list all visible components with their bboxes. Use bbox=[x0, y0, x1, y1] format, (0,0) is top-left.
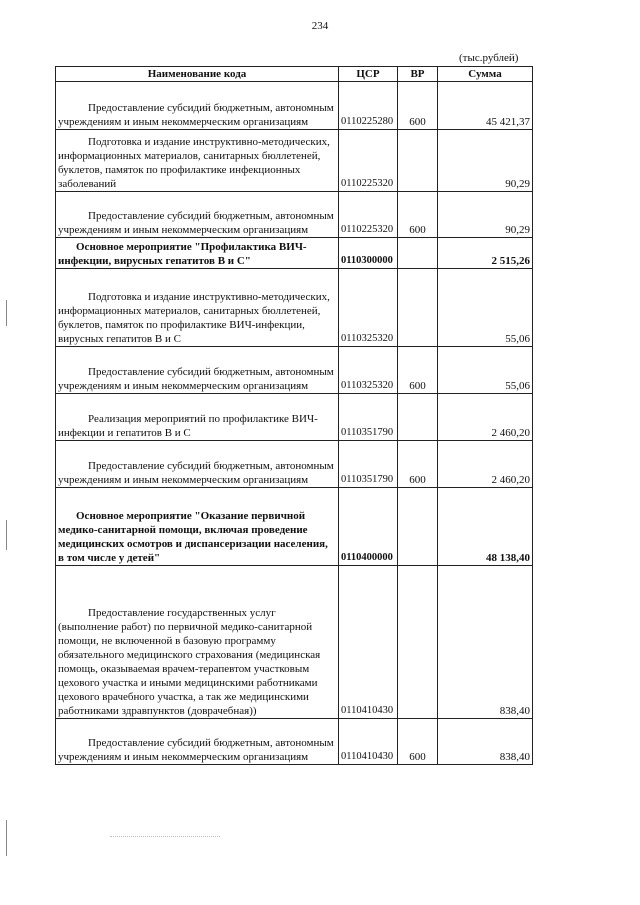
header-vr: ВР bbox=[398, 67, 438, 82]
row-csr: 0110225320 bbox=[339, 130, 398, 192]
table-header-row bbox=[56, 67, 533, 82]
row-vr bbox=[398, 238, 438, 269]
scan-margin-mark bbox=[6, 820, 7, 856]
row-vr bbox=[398, 394, 438, 441]
row-vr: 600 bbox=[398, 82, 438, 130]
row-vr bbox=[398, 488, 438, 566]
table-row bbox=[56, 130, 533, 192]
row-sum: 48 138,40 bbox=[438, 488, 533, 566]
row-csr: 0110351790 bbox=[339, 441, 398, 488]
row-vr bbox=[398, 130, 438, 192]
table-row bbox=[56, 238, 533, 269]
row-csr: 0110300000 bbox=[339, 238, 398, 269]
row-name: Предоставление субсидий бюджетным, автономным учреждениям и иным некоммерческим организациям bbox=[56, 192, 339, 238]
row-name: Предоставление государственных услуг (выполнение работ) по первичной медико-санитарной помощи, не включенной в базовую программу обязательного медицинского страхования (медицинская помощь, оказываемая врачем-терапевтом участковым цехового участка и иными медицинскими работниками цехового врачебного участка, а так же медицинскими работниками здравпунктов (доврачебная)) bbox=[56, 566, 339, 719]
row-sum: 55,06 bbox=[438, 269, 533, 347]
row-csr: 0110325320 bbox=[339, 269, 398, 347]
row-name: Предоставление субсидий бюджетным, автономным учреждениям и иным некоммерческим организациям bbox=[56, 441, 339, 488]
header-name: Наименование кода bbox=[56, 67, 339, 82]
table-row bbox=[56, 719, 533, 765]
row-vr bbox=[398, 269, 438, 347]
row-vr: 600 bbox=[398, 347, 438, 394]
table-row bbox=[56, 394, 533, 441]
row-name: Предоставление субсидий бюджетным, автономным учреждениям и иным некоммерческим организациям bbox=[56, 82, 339, 130]
units-label: (тыс.рублей) bbox=[459, 52, 519, 64]
table-row bbox=[56, 441, 533, 488]
table-row bbox=[56, 347, 533, 394]
row-csr: 0110225280 bbox=[339, 82, 398, 130]
row-name: Реализация мероприятий по профилактике ВИЧ-инфекции и гепатитов В и С bbox=[56, 394, 339, 441]
row-sum: 45 421,37 bbox=[438, 82, 533, 130]
row-sum: 90,29 bbox=[438, 192, 533, 238]
row-name: Предоставление субсидий бюджетным, автономным учреждениям и иным некоммерческим организациям bbox=[56, 719, 339, 765]
row-sum: 838,40 bbox=[438, 719, 533, 765]
row-sum: 838,40 bbox=[438, 566, 533, 719]
row-csr: 0110351790 bbox=[339, 394, 398, 441]
table-row bbox=[56, 488, 533, 566]
row-sum: 90,29 bbox=[438, 130, 533, 192]
row-name: Предоставление субсидий бюджетным, автономным учреждениям и иным некоммерческим организациям bbox=[56, 347, 339, 394]
row-name: Подготовка и издание инструктивно-методических, информационных материалов, санитарных бюллетеней, буклетов, памяток по профилактике инфекционных заболеваний bbox=[56, 130, 339, 192]
header-csr: ЦСР bbox=[339, 67, 398, 82]
row-name: Основное мероприятие "Профилактика ВИЧ-инфекции, вирусных гепатитов В и С" bbox=[56, 238, 339, 269]
scan-smudge bbox=[110, 836, 220, 838]
row-sum: 2 460,20 bbox=[438, 441, 533, 488]
row-csr: 0110410430 bbox=[339, 719, 398, 765]
table-row bbox=[56, 82, 533, 130]
row-csr: 0110225320 bbox=[339, 192, 398, 238]
table-row bbox=[56, 566, 533, 719]
row-csr: 0110410430 bbox=[339, 566, 398, 719]
row-vr: 600 bbox=[398, 441, 438, 488]
row-vr bbox=[398, 566, 438, 719]
scan-margin-mark bbox=[6, 300, 7, 326]
scan-margin-mark bbox=[6, 520, 7, 550]
row-sum: 55,06 bbox=[438, 347, 533, 394]
row-vr: 600 bbox=[398, 192, 438, 238]
row-csr: 0110400000 bbox=[339, 488, 398, 566]
row-csr: 0110325320 bbox=[339, 347, 398, 394]
header-sum: Сумма bbox=[438, 67, 533, 82]
row-sum: 2 460,20 bbox=[438, 394, 533, 441]
row-name: Подготовка и издание инструктивно-методических, информационных материалов, санитарных бюллетеней, буклетов, памяток по профилактике ВИЧ-инфекции, вирусных гепатитов В и С bbox=[56, 269, 339, 347]
page-number: 234 bbox=[311, 20, 329, 32]
table-row bbox=[56, 192, 533, 238]
row-vr: 600 bbox=[398, 719, 438, 765]
row-name: Основное мероприятие "Оказание первичной медико-санитарной помощи, включая проведение медицинских осмотров и диспансеризации населения, в том числе у детей" bbox=[56, 488, 339, 566]
row-sum: 2 515,26 bbox=[438, 238, 533, 269]
budget-table bbox=[55, 66, 533, 765]
table-row bbox=[56, 269, 533, 347]
